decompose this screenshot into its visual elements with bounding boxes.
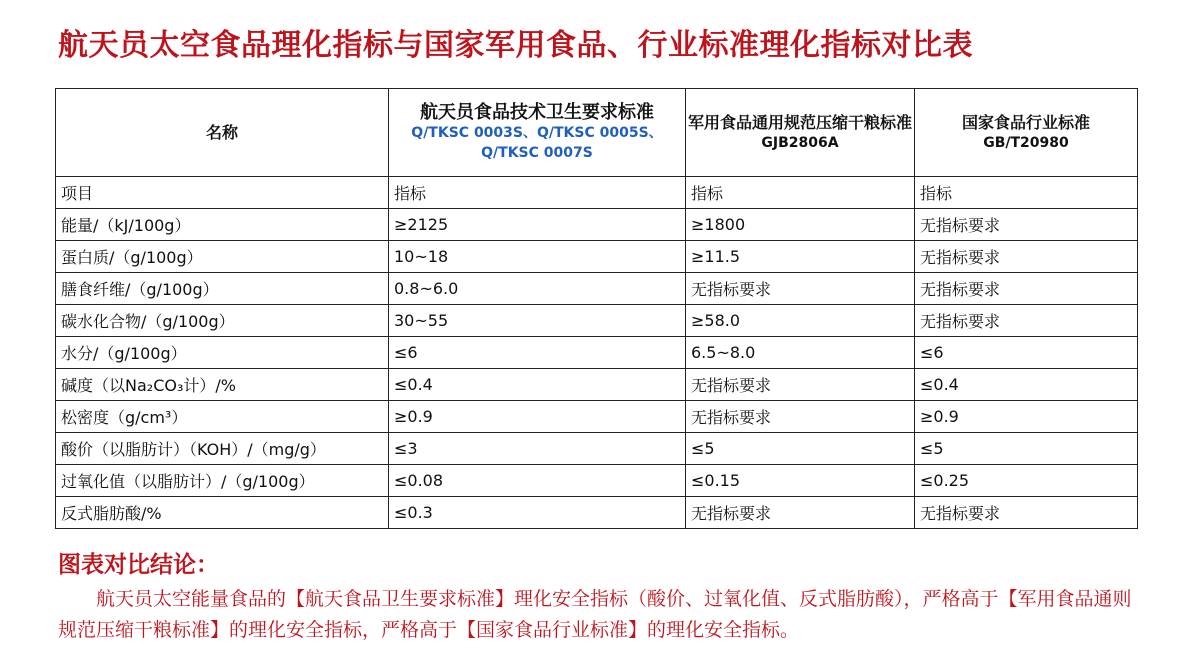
table-body xyxy=(56,177,1138,529)
table-cell: 膳食纤维/（g/100g） xyxy=(56,273,389,305)
table-cell: 无指标要求 xyxy=(915,273,1138,305)
table-cell: 6.5~8.0 xyxy=(686,337,915,369)
table-cell: 碳水化合物/（g/100g） xyxy=(56,305,389,337)
table-cell: ≤0.08 xyxy=(389,465,686,497)
header-national-standard-code: GB/T20980 xyxy=(983,134,1069,151)
table-cell: ≤5 xyxy=(686,433,915,465)
table-cell: ≤0.4 xyxy=(915,369,1138,401)
table-cell: 反式脂肪酸/% xyxy=(56,497,389,529)
header-military-standard-code: GJB2806A xyxy=(761,134,839,151)
table-cell: ≤5 xyxy=(915,433,1138,465)
table-row xyxy=(56,401,1138,433)
table-cell: ≤6 xyxy=(389,337,686,369)
header-national-standard-cell xyxy=(915,89,1138,177)
header-space-standard-cell xyxy=(389,89,686,177)
header-military-standard-title: 军用食品通用规范压缩干粮标准 xyxy=(687,112,912,132)
table-cell: 酸价（以脂肪计）（KOH）/（mg/g） xyxy=(56,433,389,465)
header-space-standard-codes: Q/TKSC 0003S、Q/TKSC 0005S、Q/TKSC 0007S xyxy=(411,124,663,161)
table-row xyxy=(56,369,1138,401)
table-cell: 碱度（以Na₂CO₃计）/% xyxy=(56,369,389,401)
table-row xyxy=(56,241,1138,273)
table-cell: 无指标要求 xyxy=(915,209,1138,241)
table-cell: 指标 xyxy=(389,177,686,209)
header-name-cell xyxy=(56,89,389,177)
table-cell: ≤0.4 xyxy=(389,369,686,401)
comparison-table xyxy=(55,88,1138,529)
table-row xyxy=(56,209,1138,241)
table-cell: ≤0.15 xyxy=(686,465,915,497)
page-title: 航天员太空食品理化指标与国家军用食品、行业标准理化指标对比表 xyxy=(58,28,973,63)
table-row xyxy=(56,497,1138,529)
table-cell: ≥11.5 xyxy=(686,241,915,273)
table-row xyxy=(56,305,1138,337)
table-row xyxy=(56,177,1138,209)
table-cell: ≥1800 xyxy=(686,209,915,241)
table-cell: 无指标要求 xyxy=(915,305,1138,337)
table-cell: 项目 xyxy=(56,177,389,209)
header-military-standard-cell xyxy=(686,89,915,177)
table-cell: ≤0.3 xyxy=(389,497,686,529)
table-cell: 无指标要求 xyxy=(686,497,915,529)
table-header xyxy=(56,89,1138,177)
table-cell: 指标 xyxy=(915,177,1138,209)
conclusion-heading: 图表对比结论： xyxy=(58,552,219,578)
table-cell: 30~55 xyxy=(389,305,686,337)
table-cell: ≤6 xyxy=(915,337,1138,369)
table-cell: ≥0.9 xyxy=(915,401,1138,433)
header-national-standard-title: 国家食品行业标准 xyxy=(961,112,1090,132)
table-cell: ≥0.9 xyxy=(389,401,686,433)
table-cell: 无指标要求 xyxy=(915,497,1138,529)
table-cell: ≤3 xyxy=(389,433,686,465)
table-cell: ≥58.0 xyxy=(686,305,915,337)
table-cell: 蛋白质/（g/100g） xyxy=(56,241,389,273)
table-row xyxy=(56,337,1138,369)
table-row xyxy=(56,273,1138,305)
table-row xyxy=(56,433,1138,465)
table-cell: 过氧化值（以脂肪计）/（g/100g） xyxy=(56,465,389,497)
table-cell: 指标 xyxy=(686,177,915,209)
table-cell: 无指标要求 xyxy=(686,369,915,401)
table-cell: 10~18 xyxy=(389,241,686,273)
table-cell: 无指标要求 xyxy=(915,241,1138,273)
table-cell: 能量/（kJ/100g） xyxy=(56,209,389,241)
header-space-standard-title: 航天员食品技术卫生要求标准 xyxy=(420,101,654,123)
table-cell: 0.8~6.0 xyxy=(389,273,686,305)
table-cell: ≤0.25 xyxy=(915,465,1138,497)
table-cell: 水分/（g/100g） xyxy=(56,337,389,369)
conclusion-body: 航天员太空能量食品的【航天食品卫生要求标准】理化安全指标（酸价、过氧化值、反式脂肪酸），严格高于【军用食品通则规范压缩干粮标准】的理化安全指标，严格高于【国家食品行业标准】的理化安全指标。 xyxy=(58,588,1132,641)
header-name-label: 名称 xyxy=(205,122,238,142)
table-cell: 无指标要求 xyxy=(686,273,915,305)
table-cell: 无指标要求 xyxy=(686,401,915,433)
table-row xyxy=(56,465,1138,497)
table-cell: 松密度（g/cm³） xyxy=(56,401,389,433)
table-cell: ≥2125 xyxy=(389,209,686,241)
